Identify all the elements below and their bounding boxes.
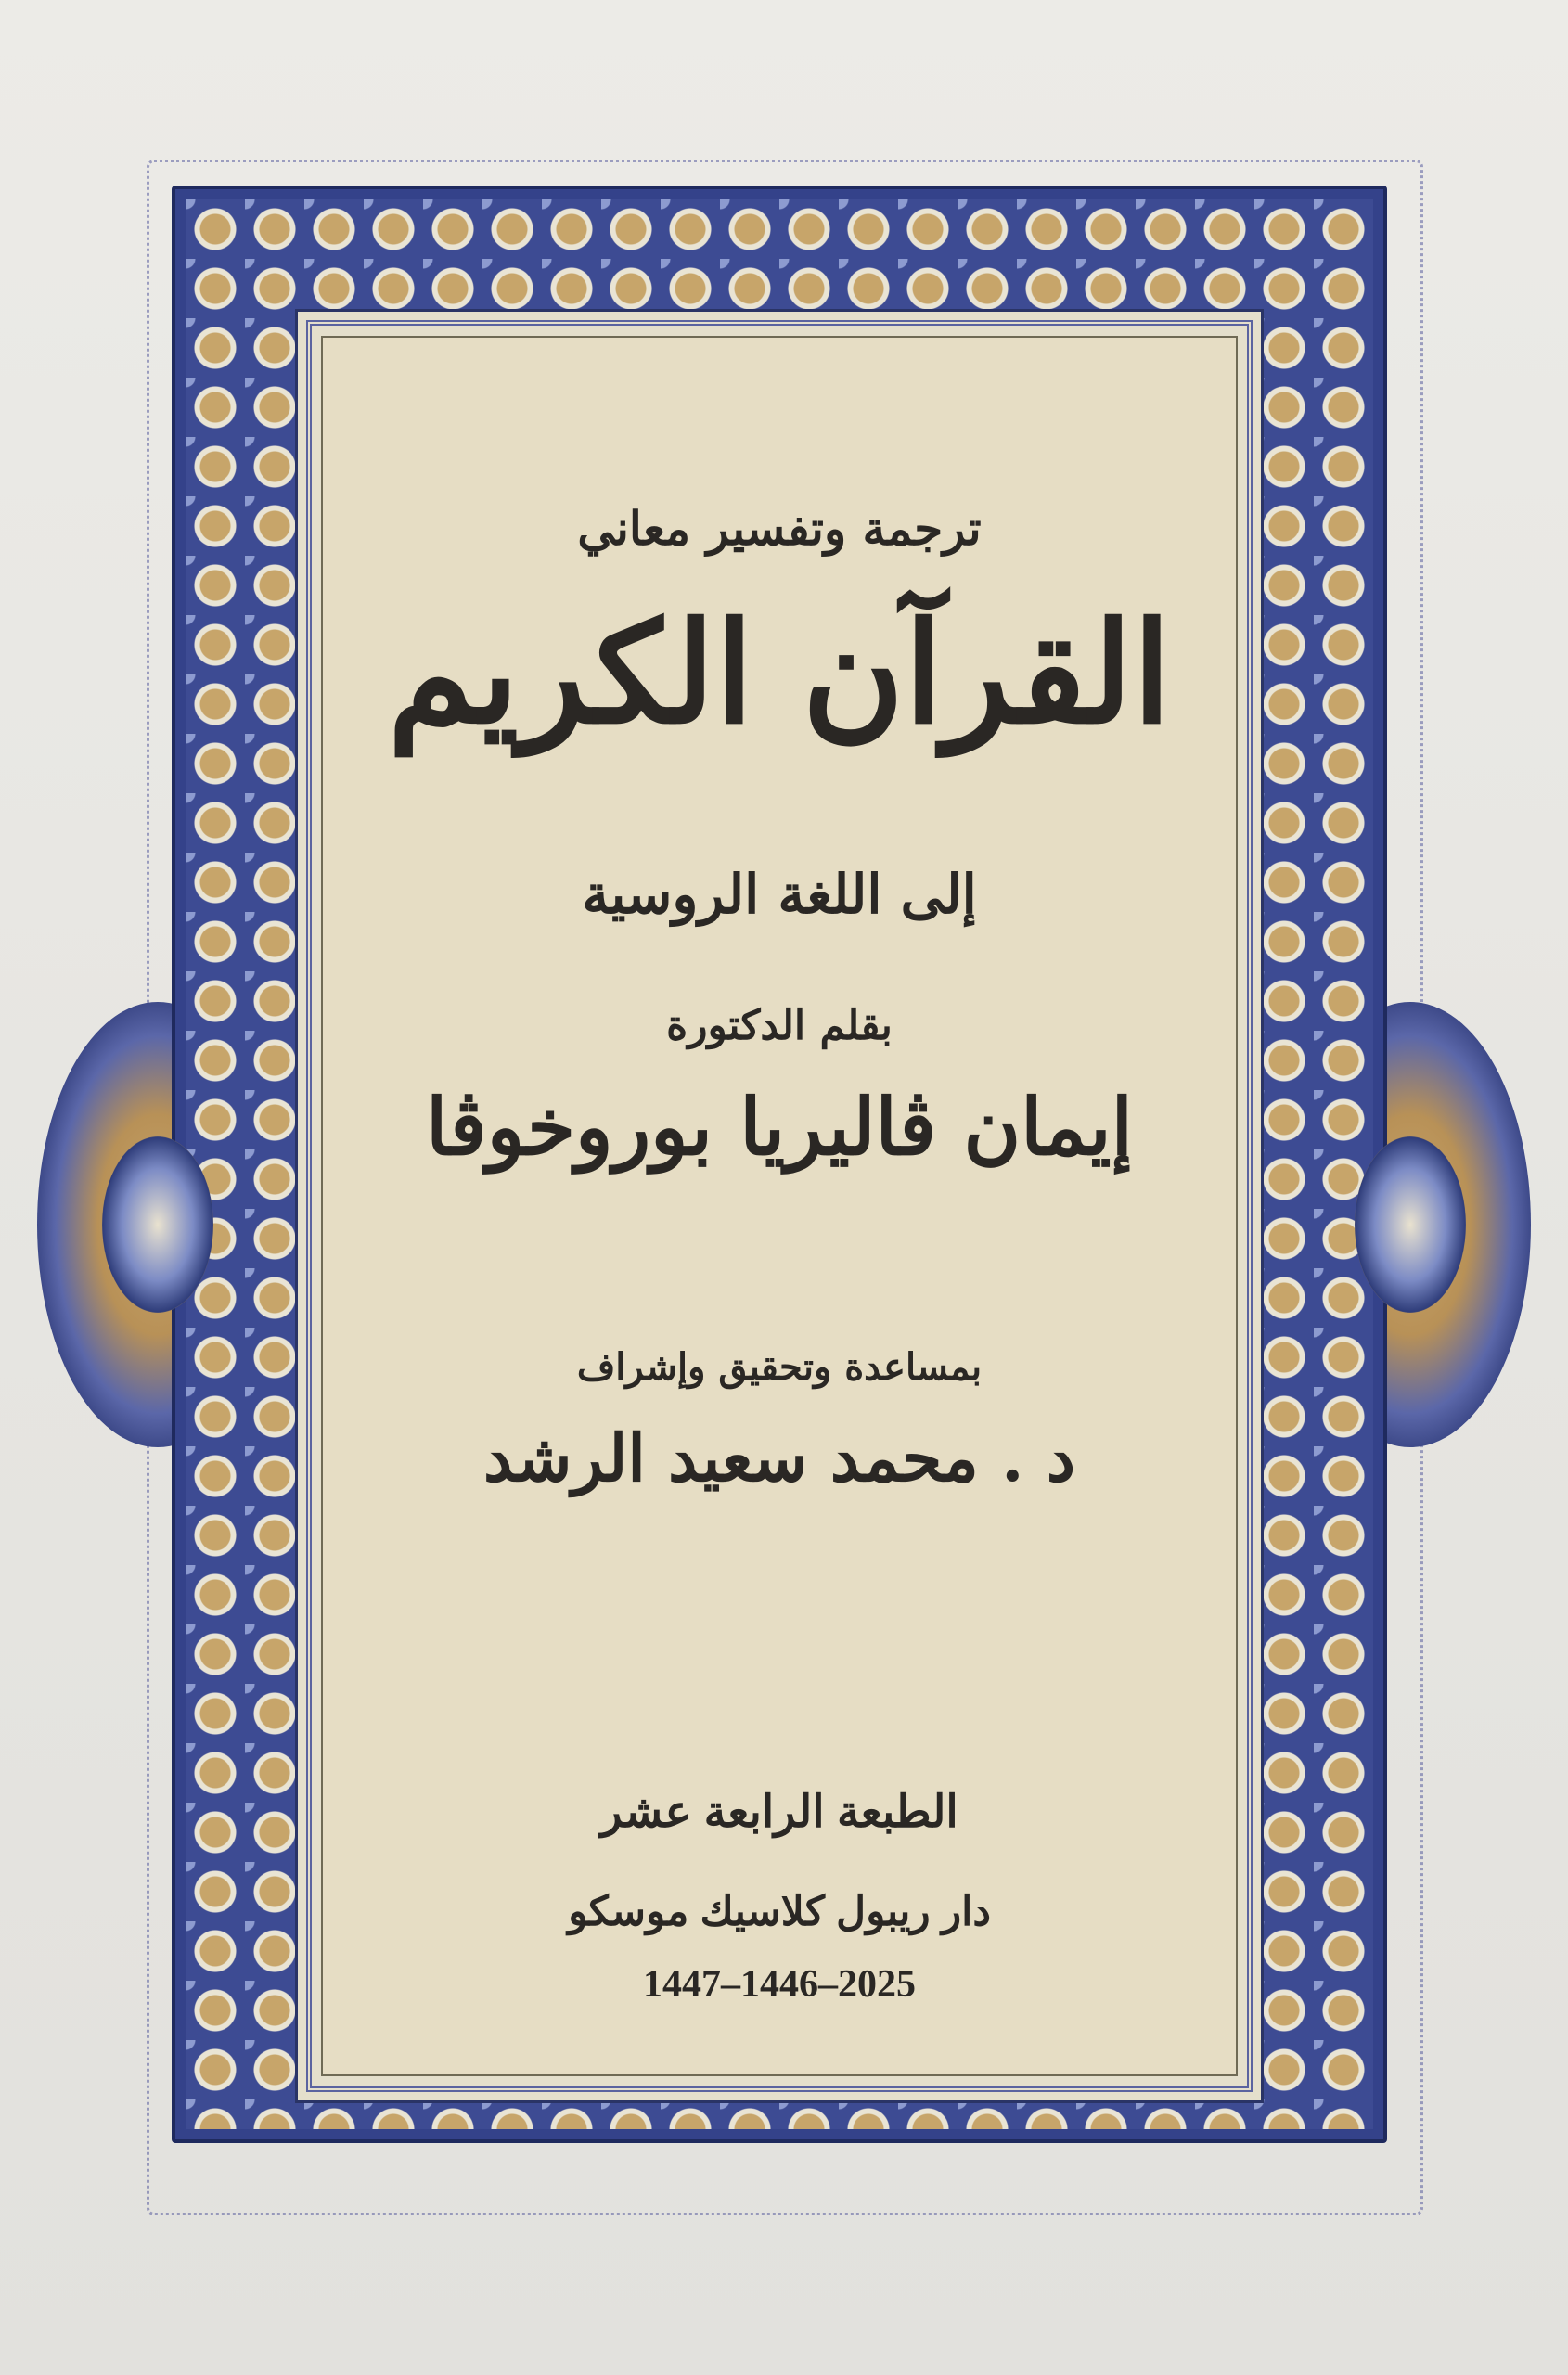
right-medallion-center-icon (1355, 1136, 1466, 1313)
subtitle-language: إلى اللغة الروسية (582, 863, 977, 926)
author-name: إيمان ڤاليريا بوروخوڤا (425, 1081, 1134, 1173)
left-medallion-center-icon (102, 1136, 213, 1313)
subtitle-translation: ترجمة وتفسير معاني (577, 501, 982, 556)
author-label: بقلم الدكتورة (666, 1002, 893, 1049)
book-title: القرآن الكريم (387, 592, 1172, 755)
supervisor-name: د . محمد سعيد الرشد (483, 1419, 1075, 1496)
publisher-name: دار ريبول كلاسيك موسكو (568, 1889, 991, 1934)
supervision-label: بمساعدة وتحقيق وإشراف (576, 1345, 983, 1389)
publication-years: 1447–1446–2025 (643, 1963, 916, 2006)
edition-label: الطبعة الرابعة عشر (600, 1788, 958, 1837)
